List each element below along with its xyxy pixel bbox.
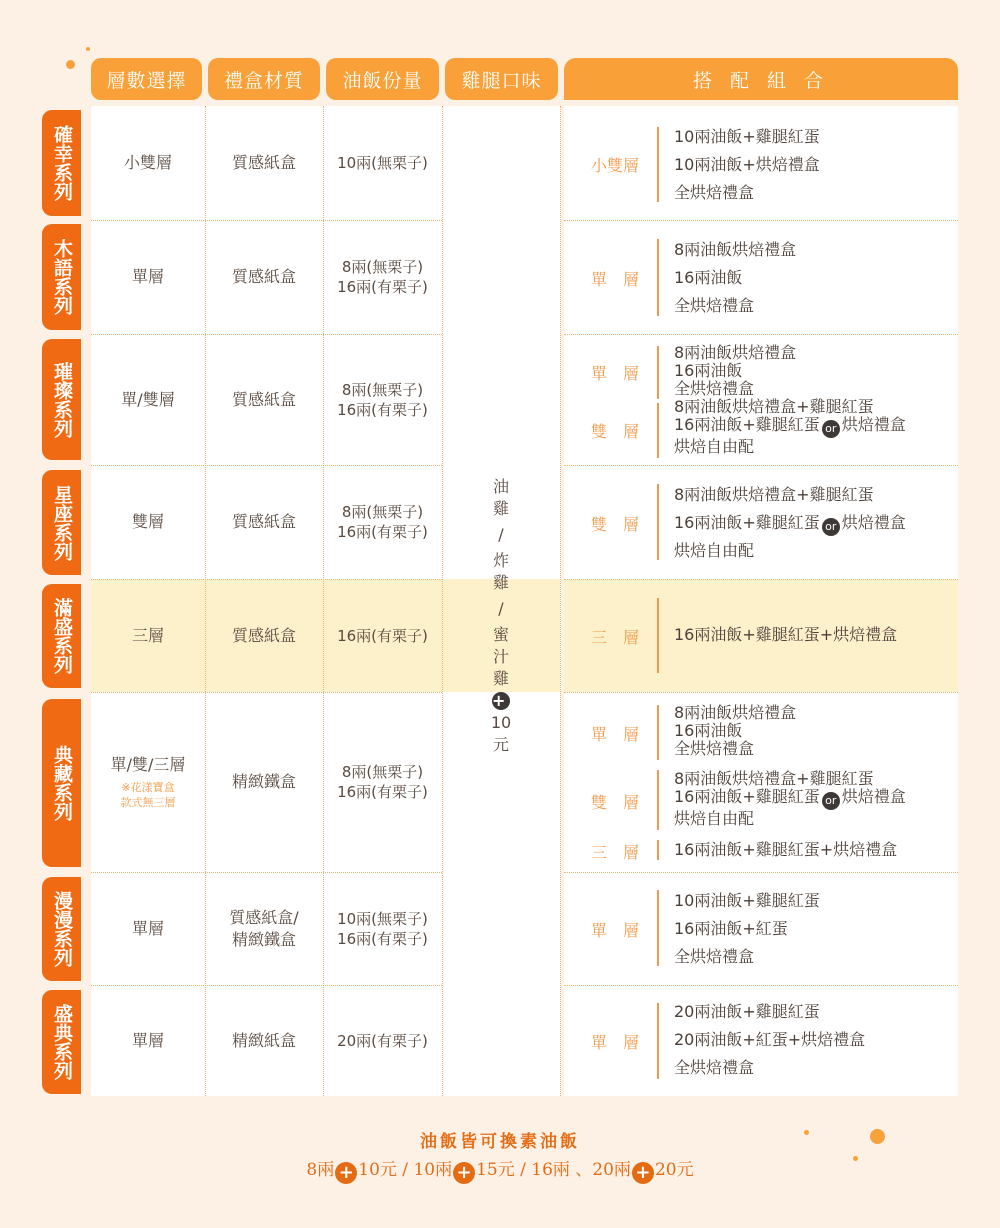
combo-item-part: 烘焙禮盒 [841,415,906,434]
combo-item: 烘焙自由配 [674,541,755,560]
combo-item [674,788,906,810]
combo-item: 10兩油飯+雞腿紅蛋 [674,127,820,146]
price-add: 15元 [476,1160,515,1180]
combo-item: 全烘焙禮盒 [674,739,755,758]
flavor-char: 蜜 [492,625,509,644]
layer-cell [91,465,205,579]
combo-item: 16兩油飯+雞腿紅蛋+烘焙禮盒 [674,625,898,644]
combo-list [674,704,796,758]
grid-line [560,106,561,1096]
layer-cell [91,692,205,872]
combo-item-part: 16兩油飯+雞腿紅蛋 [674,513,820,532]
flavor-char: 雞 [492,573,509,592]
material-text: 精緻鐵盒 [231,772,296,791]
header-material: 禮盒材質 [208,58,320,100]
series-tab: 滿盛系列 [42,584,81,688]
series-tab: 典藏系列 [42,699,81,867]
material-text: 精緻鐵盒 [231,929,296,949]
rice-text: 8兩(無栗子) [341,380,424,399]
combo-list [674,887,820,971]
combo-layer-label: 雙 層 [590,422,639,441]
material-cell [205,106,323,220]
rice-cell [323,465,442,579]
combo-item: 8兩油飯烘焙禮盒+雞腿紅蛋 [674,485,874,504]
combo-list [674,770,906,828]
combo-item: 10兩油飯+烘焙禮盒 [674,155,820,174]
note-line: ※花漾寶盒 [121,781,175,794]
layer-text: 三層 [131,625,164,645]
plus-icon: + [632,1162,654,1184]
price-separator: / [514,1160,532,1180]
rice-cell [323,872,442,985]
rice-text: 8兩(無栗子) [341,503,424,521]
price-size: 10兩 [413,1160,453,1180]
layer-note [121,780,176,810]
combo-divider [657,840,659,860]
series-tab: 木語系列 [42,224,81,330]
footer-note: 油飯皆可換素油飯 [420,1132,580,1152]
price-size: 16兩 、20兩 [531,1160,631,1180]
combo-item: 16兩油飯+雞腿紅蛋+烘焙禮盒 [674,840,898,859]
combo-layer-label: 雙 層 [590,515,639,534]
material-text: 精緻紙盒 [231,1030,296,1050]
header-rice: 油飯份量 [326,58,439,100]
combo-divider [657,598,659,673]
decor-dot [86,47,90,51]
material-text: 質感紙盒 [231,512,296,531]
table-header [0,58,1000,100]
combo-divider [657,239,659,316]
combo-layer-label: 單 層 [590,725,639,744]
flavor-char: 汁 [492,647,509,666]
layer-text: 小雙層 [123,153,172,172]
flavor-char: 油 [492,477,509,496]
combo-item: 20兩油飯+紅蛋+烘焙禮盒 [674,1030,866,1049]
flavor-price-unit: 元 [492,735,509,754]
header-combo: 搭 配 組 合 [564,58,958,100]
material-text: 質感紙盒 [231,267,296,286]
combo-item [674,509,906,537]
grid-line [564,985,958,986]
material-cell [205,579,323,692]
combo-item-part: 烘焙禮盒 [841,787,906,806]
combo-item: 8兩油飯烘焙禮盒 [674,240,797,259]
combo-divider [657,705,659,760]
rice-text: 20兩(有栗子) [337,1031,428,1050]
material-cell [205,985,323,1096]
grid-line [564,579,958,580]
plus-icon: + [453,1162,475,1184]
combo-item: 16兩油飯 [674,721,743,740]
combo-divider [657,127,659,202]
price-separator: / [396,1160,414,1180]
material-cell [205,465,323,579]
flavor-column [442,106,560,1096]
combo-item-part: 16兩油飯+雞腿紅蛋 [674,415,820,434]
rice-text: 8兩(無栗子) [341,258,424,276]
combo-item-part: 16兩油飯+雞腿紅蛋 [674,787,820,806]
flavor-price: 10 [490,713,512,732]
combo-item-part: 烘焙禮盒 [841,513,906,532]
layer-text: 單/雙/三層 [110,755,186,774]
layer-cell [91,985,205,1096]
flavor-char: / [498,525,504,544]
combo-item: 烘焙自由配 [674,809,755,828]
combo-item: 8兩油飯烘焙禮盒 [674,343,797,362]
combo-divider [657,770,659,830]
series-tab: 盛典系列 [42,990,81,1094]
rice-text: 10兩(無栗子) [337,154,428,172]
combo-item: 16兩油飯 [674,268,743,287]
combo-list [674,236,796,320]
series-tab: 確幸系列 [42,110,81,216]
combo-layer-label: 單 層 [590,921,639,940]
layer-cell [91,872,205,985]
or-icon: or [822,792,840,810]
combo-divider [657,484,659,560]
layer-text: 單層 [131,267,164,286]
rice-text: 16兩(有栗子) [337,278,428,296]
combo-item: 8兩油飯烘焙禮盒+雞腿紅蛋 [674,769,874,788]
rice-cell [323,334,442,465]
rice-text: 16兩(有栗子) [337,929,428,948]
rice-text: 16兩(有栗子) [337,783,428,801]
combo-item: 8兩油飯烘焙禮盒+雞腿紅蛋 [674,397,874,416]
flavor-char: 炸 [492,551,509,570]
or-icon: or [822,518,840,536]
layer-text: 雙層 [131,512,164,531]
grid-line [564,465,958,466]
grid-line [564,692,958,693]
grid-line [564,872,958,873]
rice-cell [323,220,442,334]
material-cell [205,334,323,465]
flavor-char: 雞 [492,499,509,518]
layer-text: 單/雙層 [121,389,175,409]
combo-item: 10兩油飯+雞腿紅蛋 [674,891,820,910]
combo-list [674,481,906,565]
combo-item: 全烘焙禮盒 [674,947,755,966]
combo-item: 8兩油飯烘焙禮盒 [674,703,797,722]
rice-text: 10兩(無栗子) [337,909,428,928]
combo-layer-label: 三 層 [590,628,639,647]
layer-cell [91,334,205,465]
layer-cell [91,579,205,692]
rice-text: 8兩(無栗子) [341,763,424,781]
combo-divider [657,1003,659,1079]
note-line: 款式無三層 [120,796,176,809]
footer-prices [0,1155,1000,1184]
combo-item: 全烘焙禮盒 [674,1058,755,1077]
combo-list [674,836,897,864]
series-tab: 璀璨系列 [42,339,81,460]
rice-cell [323,106,442,220]
combo-layer-label: 小雙層 [590,156,639,175]
material-cell [205,692,323,872]
rice-text: 16兩(有栗子) [337,400,428,419]
rice-cell [323,692,442,872]
combo-layer-label: 單 層 [590,364,639,383]
or-icon: or [822,420,840,438]
flavor-char: / [498,599,504,618]
combo-list [674,123,820,207]
combo-layer-label: 單 層 [590,1033,639,1052]
header-flavor: 雞腿口味 [445,58,558,100]
combo-layer-label: 單 層 [590,270,639,289]
price-add: 10元 [358,1160,397,1180]
series-tab: 漫漫系列 [42,877,81,981]
plus-icon: + [335,1162,357,1184]
rice-text: 16兩(有栗子) [337,626,428,645]
layer-text: 單層 [131,1030,164,1050]
flavor-char: 雞 [492,669,509,688]
combo-layer-label: 雙 層 [590,793,639,812]
combo-item: 16兩油飯+紅蛋 [674,919,788,938]
rice-cell [323,579,442,692]
material-text: 質感紙盒 [231,625,296,645]
combo-item: 20兩油飯+雞腿紅蛋 [674,1002,820,1021]
price-size: 8兩 [306,1160,335,1180]
layer-cell [91,220,205,334]
layer-text: 單層 [131,918,164,938]
layer-cell [91,106,205,220]
grid-line [564,220,958,221]
combo-layer-label: 三 層 [590,843,639,862]
rice-text: 16兩(有栗子) [337,523,428,541]
plus-icon: + [492,692,510,710]
material-text: 質感紙盒 [231,389,296,409]
rice-cell [323,985,442,1096]
material-cell [205,220,323,334]
combo-list [674,621,897,649]
material-text: 質感紙盒 [231,153,296,172]
combo-item: 全烘焙禮盒 [674,379,755,398]
combo-item: 烘焙自由配 [674,437,755,456]
material-text: 質感紙盒/ [229,907,299,927]
combo-item: 全烘焙禮盒 [674,296,755,315]
material-cell [205,872,323,985]
combo-list [674,344,906,456]
combo-list [674,998,865,1082]
combo-item: 全烘焙禮盒 [674,183,755,202]
combo-divider [657,346,659,399]
combo-item: 16兩油飯 [674,361,743,380]
combo-divider [657,890,659,966]
header-layer: 層數選擇 [91,58,202,100]
combo-item [674,416,906,438]
grid-line [564,334,958,335]
price-add: 20元 [654,1160,694,1180]
combo-divider [657,403,659,458]
series-tab: 星座系列 [42,470,81,575]
